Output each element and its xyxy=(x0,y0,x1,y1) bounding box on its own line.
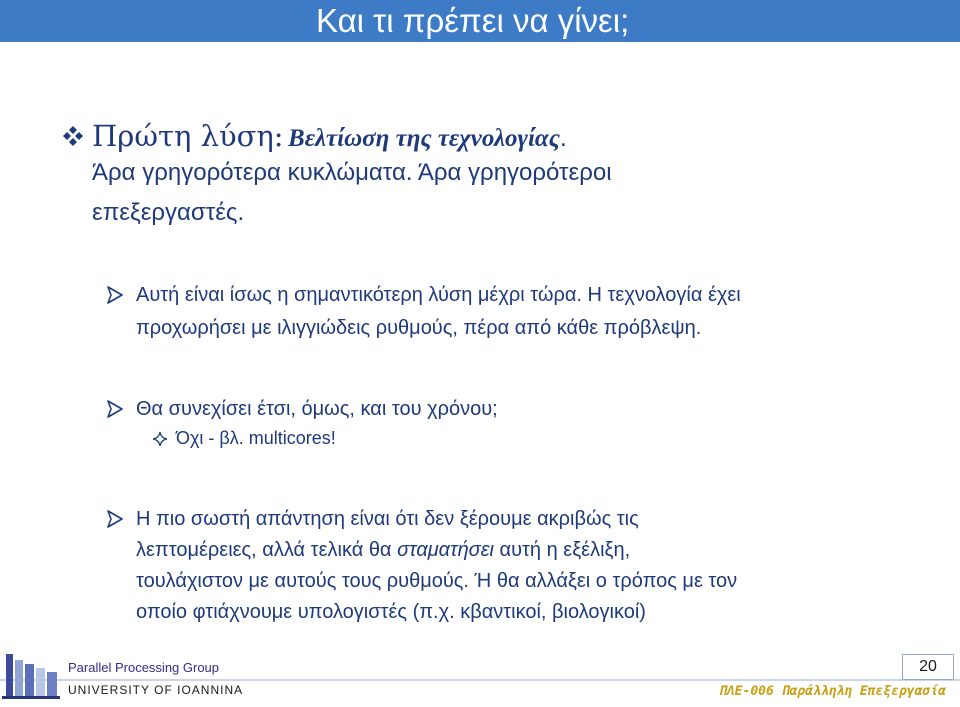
bullet-1-line-2: προχωρήσει με ιλιγγιώδεις ρυθμούς, πέρα από κάθε πρόβλεψη. xyxy=(136,317,702,339)
bullet-3-line-2 xyxy=(136,535,630,565)
footer-rule xyxy=(0,679,960,681)
heading-line-2: Άρα γρηγορότερα κυκλώματα. Άρα γρηγορότεροι xyxy=(92,159,612,186)
university-logo-icon xyxy=(0,650,62,702)
bullet-3-line-4: οποίο φτιάχνουμε υπολογιστές (π.χ. κβαντικοί, βιολογικοί) xyxy=(136,601,646,623)
heading-emphasis: Βελτίωση της τεχνολογίας xyxy=(288,125,560,152)
arrow-bullet-icon xyxy=(106,400,124,418)
footer-course: ΠΛΕ-006 Παράλληλη Επεξεργασία xyxy=(719,684,946,699)
four-point-star-icon xyxy=(152,431,168,447)
heading-line xyxy=(92,118,567,160)
footer-university: UNIVERSITY OF IOANNINA xyxy=(68,683,244,697)
bullet-3-emphasis: σταματήσει xyxy=(397,539,494,561)
arrow-bullet-icon xyxy=(106,510,124,528)
arrow-bullet-icon xyxy=(106,286,124,304)
title-bar xyxy=(0,0,960,42)
heading-end: . xyxy=(559,124,567,152)
slide-title: Και τι πρέπει να γίνει; xyxy=(316,2,630,39)
sub-bullet-multicores: Όχι - βλ. multicores! xyxy=(176,428,336,448)
heading-strong: Πρώτη λύση: xyxy=(92,119,284,153)
footer-organization: Parallel Processing Group xyxy=(68,660,220,675)
bullet-3-line-2-pre: λεπτομέρειες, αλλά τελικά θα xyxy=(136,539,398,561)
bullet-3-line-1: Η πιο σωστή απάντηση είναι ότι δεν ξέρουμε ακριβώς τις xyxy=(136,508,639,530)
diamond-icon xyxy=(62,125,84,147)
bullet-2-line-1: Θα συνεχίσει έτσι, όμως, και του χρόνου; xyxy=(136,398,498,420)
bullet-3-line-2-post: αυτή η εξέλιξη, xyxy=(493,539,631,561)
bullet-3-line-3: τουλάχιστον με αυτούς τους ρυθμούς. Ή θα αλλάξει ο τρόπος με τον xyxy=(136,570,738,592)
bullet-1-line-1: Αυτή είναι ίσως η σημαντικότερη λύση μέχρι τώρα. Η τεχνολογία έχει xyxy=(136,284,741,306)
page-number: 20 xyxy=(902,654,954,680)
heading-line-3: επεξεργαστές. xyxy=(92,199,245,226)
